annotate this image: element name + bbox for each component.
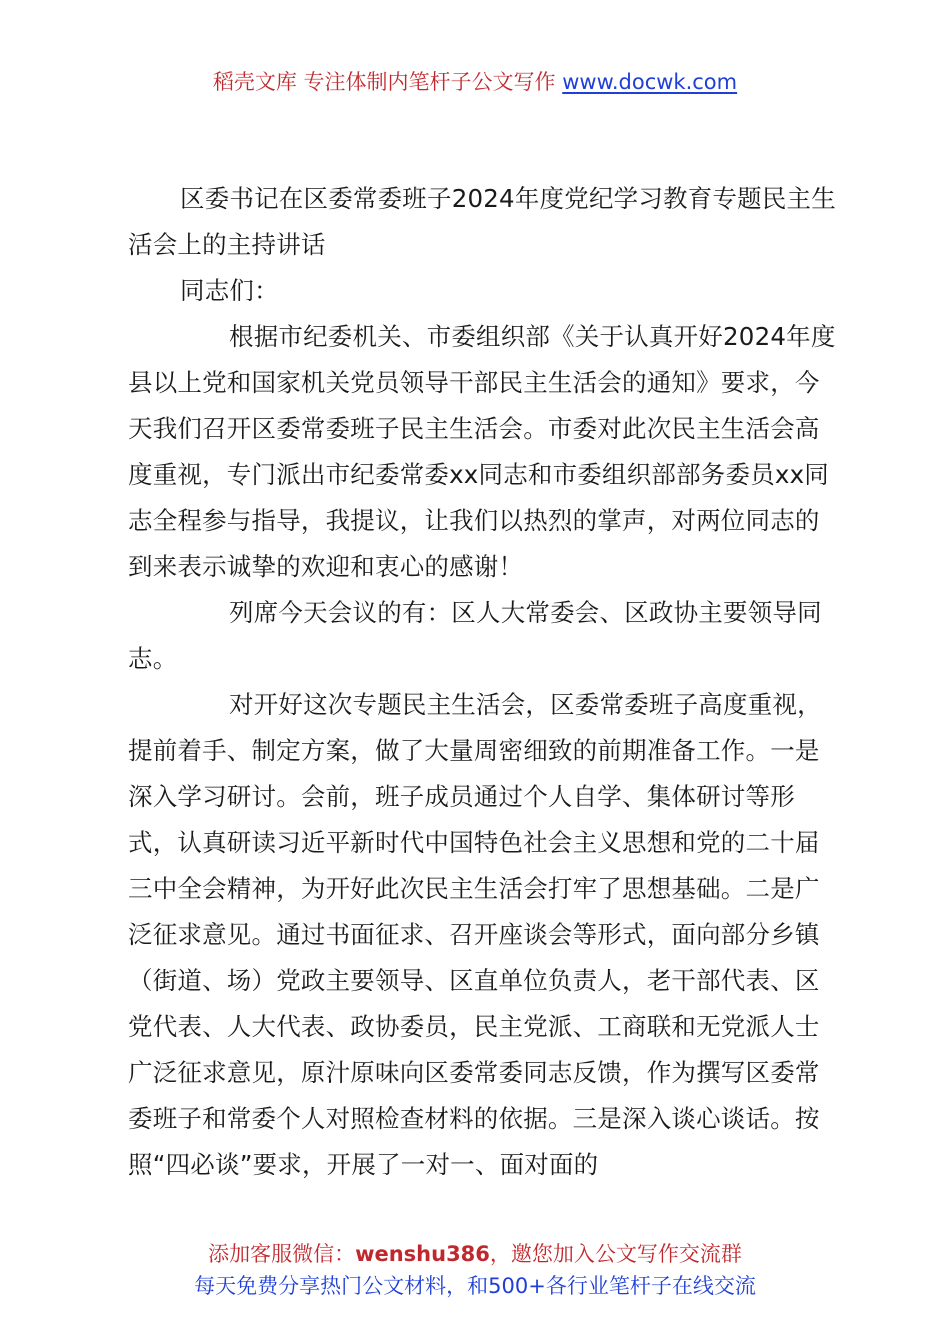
footer-contact-line [0, 1238, 950, 1270]
brand-slogan: 稻壳文库 专注体制内笔杆子公文写作 [212, 70, 556, 94]
paragraph-3: 对开好这次专题民主生活会，区委常委班子高度重视，提前着手、制定方案，做了大量周密细致的前期准备工作。一是深入学习研讨。会前，班子成员通过个人自学、集体研讨等形式，认真研读习近平新时代中国特色社会主义思想和党的二十届三中全会精神，为开好此次民主生活会打牢了思想基础。二是广泛征求意见。通过书面征求、召开座谈会等形式，面向部分乡镇（街道、场）党政主要领导、区直单位负责人，老干部代表、区党代表、人大代表、政协委员，民主党派、工商联和无党派人士广泛征求意见，原汁原味向区委常委同志反馈，作为撰写区委常委班子和常委个人对照检查材料的依据。三是深入谈心谈话。按照“四必谈”要求，开展了一对一、面对面的 [128, 690, 822, 1179]
wechat-id: wenshu386 [355, 1242, 490, 1266]
document-body [128, 176, 836, 1188]
greeting: 同志们： [180, 276, 279, 305]
page-footer [0, 1238, 950, 1302]
footer-promo-line: 每天免费分享热门公文材料，和500+各行业笔杆子在线交流 [194, 1274, 756, 1298]
paragraph-1: 根据市纪委机关、市委组织部《关于认真开好2024年度县以上党和国家机关党员领导干部民主生活会的通知》要求，今天我们召开区委常委班子民主生活会。市委对此次民主生活会高度重视，专门派出市纪委常委xx同志和市委组织部部务委员xx同志全程参与指导，我提议，让我们以热烈的掌声，对两位同志的到来表示诚挚的欢迎和衷心的感谢！ [128, 322, 836, 581]
paragraph-2: 列席今天会议的有：区人大常委会、区政协主要领导同志。 [128, 598, 822, 673]
footer-suffix: ，邀您加入公文写作交流群 [489, 1242, 742, 1266]
website-link[interactable]: www.docwk.com [562, 70, 738, 94]
page-header [0, 66, 950, 98]
footer-prefix: 添加客服微信： [208, 1242, 356, 1266]
document-title: 区委书记在区委常委班子2024年度党纪学习教育专题民主生活会上的主持讲话 [128, 184, 836, 259]
